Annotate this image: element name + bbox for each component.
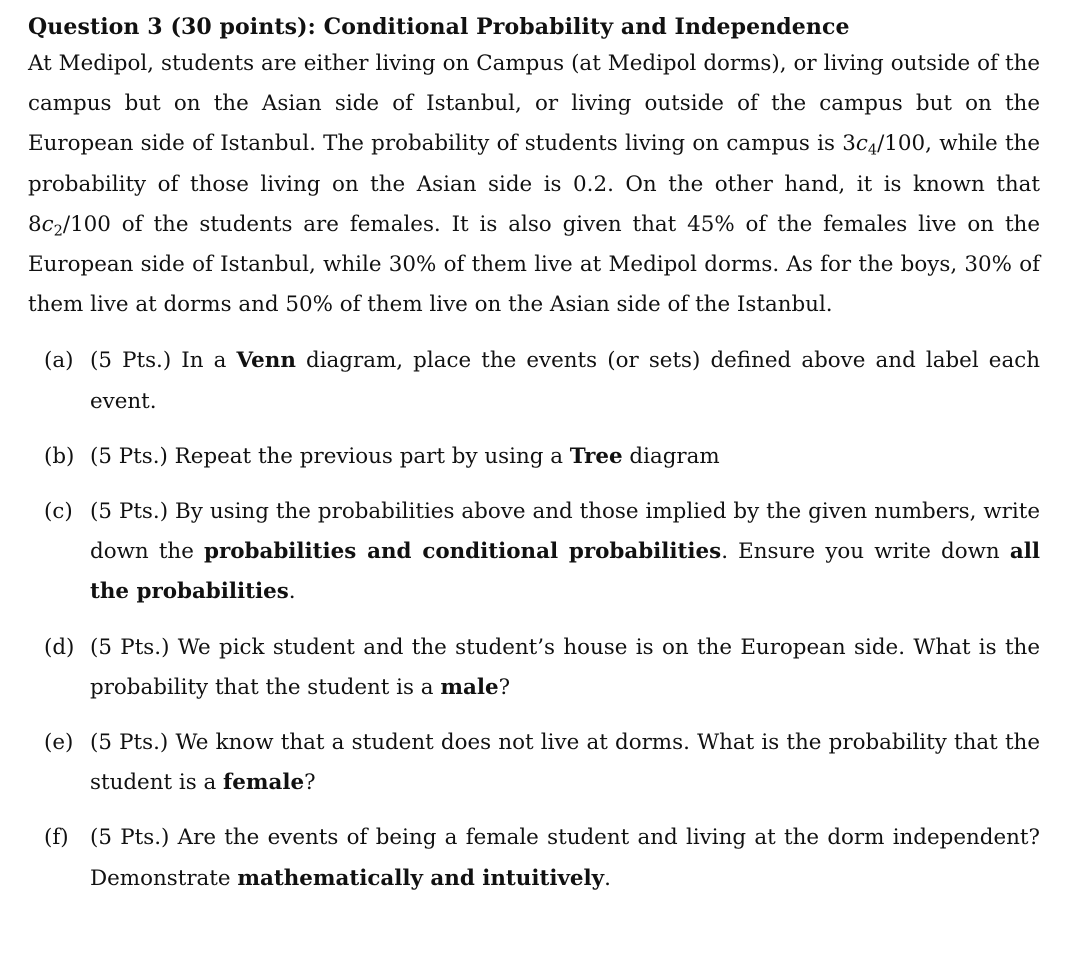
intro-text-2: /100, while the probability of those living on the Asian side is 0.2. On the other hand, it is known that 8 — [28, 131, 1040, 237]
part-text: In a — [171, 348, 237, 374]
math-variable-c: c — [41, 211, 54, 237]
part-b — [28, 437, 1040, 477]
part-emphasis: Venn — [236, 348, 296, 374]
part-text: By using the probabilities above and those implied by the given numbers, write down the — [90, 499, 1040, 565]
part-label: (a) — [44, 348, 74, 374]
intro-text-3: /100 of the students are females. It is also given that 45% of the females live on the European side of Istanbul, while 30% of them live at Medipol dorms. As for the boys, 30% of them live at dorms and 50% of them live on the Asian side of the Istanbul. — [28, 211, 1040, 318]
part-text: . — [604, 865, 611, 891]
math-subscript: 2 — [53, 222, 63, 240]
part-text: ? — [304, 770, 316, 796]
part-c — [28, 492, 1040, 613]
part-text: . Ensure you write down — [721, 539, 1010, 565]
part-e — [28, 723, 1040, 803]
part-label: (c) — [44, 499, 73, 525]
part-points: (5 Pts.) — [90, 499, 169, 525]
part-d — [28, 628, 1040, 708]
question-title: Question 3 (30 points): Conditional Probability and Independence — [28, 14, 850, 40]
part-text: We pick student and the student’s house is on the European side. What is the probability that the student is a — [90, 634, 1040, 700]
part-points: (5 Pts.) — [90, 348, 172, 374]
part-emphasis: probabilities and conditional probabilities — [204, 539, 722, 565]
part-text: Are the events of being a female student and living at the dorm independent? Demonstrate — [90, 825, 1040, 891]
part-points: (5 Pts.) — [90, 825, 170, 851]
part-text: We know that a student does not live at dorms. What is the probability that the student is a — [90, 730, 1040, 796]
part-points: (5 Pts.) — [90, 634, 170, 660]
part-f — [28, 818, 1040, 898]
question-parts-list — [28, 341, 1040, 898]
part-text: ? — [498, 674, 511, 700]
part-points: (5 Pts.) — [90, 730, 169, 756]
part-emphasis: male — [440, 674, 499, 700]
intro-text-1: At Medipol, students are either living on Campus (at Medipol dorms), or living outside of the campus but on the Asian side of Istanbul, or living outside of the campus but on the European side of Istanbul. The probability of students living on campus is 3 — [28, 51, 1040, 157]
part-label: (b) — [44, 443, 75, 469]
part-label: (e) — [44, 730, 74, 756]
part-emphasis: Tree — [569, 443, 623, 469]
math-variable-c: c — [855, 131, 868, 157]
part-label: (d) — [44, 634, 75, 660]
question-intro — [28, 44, 1040, 325]
part-emphasis: female — [223, 770, 305, 796]
part-a — [28, 341, 1040, 421]
math-subscript: 4 — [867, 141, 878, 159]
part-emphasis: mathematically and intuitively — [237, 865, 605, 891]
part-label: (f) — [44, 825, 69, 851]
part-points: (5 Pts.) — [90, 443, 168, 469]
part-emphasis: all the probabilities — [90, 539, 1040, 605]
part-text: . — [288, 579, 296, 605]
part-text: Repeat the previous part by using a — [167, 443, 570, 469]
part-text: diagram — [622, 443, 720, 469]
part-text: diagram, place the events (or sets) defined above and label each event. — [90, 348, 1040, 414]
